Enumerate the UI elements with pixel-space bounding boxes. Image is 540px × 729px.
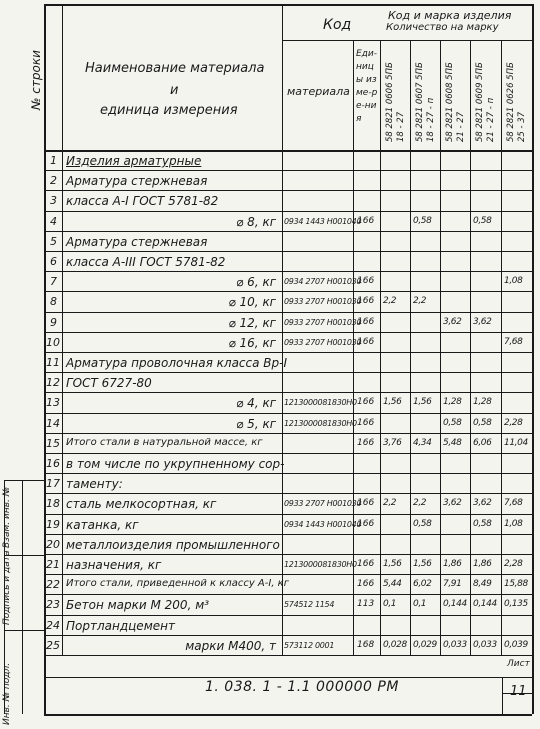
- brand-col-header: 58 2821 0607 5ПБ 18 - 27 - п: [415, 62, 436, 142]
- brand-col-header: 58 2821 0609 5ПБ 21 - 27 - п: [475, 62, 496, 142]
- sheet-box-line: [502, 677, 503, 714]
- row-line: [44, 453, 532, 454]
- row-quantity: 0,1: [413, 599, 427, 610]
- header-name-line2: и: [170, 83, 179, 98]
- row-quantity: 2,2: [383, 296, 397, 307]
- row-quantity: 1,56: [413, 397, 432, 408]
- row-quantity: 11,04: [504, 437, 528, 448]
- row-number: 6: [50, 255, 57, 268]
- row-name: Бетон марки М 200, м³: [66, 598, 210, 613]
- row-line: [44, 594, 532, 595]
- row-line: [44, 554, 532, 555]
- row-quantity: 0,028: [383, 639, 407, 650]
- row-name: назначения, кг: [66, 558, 162, 572]
- row-number: 15: [46, 436, 60, 450]
- row-line: [44, 655, 532, 656]
- row-number: 20: [46, 537, 60, 551]
- row-unit: 166: [357, 296, 375, 307]
- row-name: Арматура стержневая: [66, 174, 208, 189]
- row-name: ⌀ 16, кг: [228, 335, 276, 350]
- stamp-top: [4, 480, 44, 481]
- row-quantity: 5,44: [383, 579, 402, 590]
- document-code: 1. 038. 1 - 1.1 000000 РМ: [205, 679, 399, 695]
- row-unit: 166: [357, 417, 375, 428]
- row-name: ⌀ 8, кг: [236, 214, 276, 229]
- col-line: [380, 40, 381, 655]
- row-quantity: 0,033: [473, 639, 497, 650]
- frame-right: [532, 4, 534, 714]
- row-number: 23: [46, 598, 60, 612]
- footer-line: [44, 677, 532, 678]
- row-quantity: 7,91: [443, 579, 462, 590]
- row-number: 2: [50, 174, 57, 188]
- row-name: Арматура проволочная класса Вр-I: [66, 356, 288, 370]
- row-name: Итого стали, приведенной к классу А-I, кг: [66, 578, 289, 590]
- row-name: Арматура стержневая: [66, 234, 208, 249]
- row-quantity: 4,34: [413, 437, 432, 448]
- stamp-div: [4, 630, 44, 631]
- header-brand-line1: Код и марка изделия: [388, 9, 512, 22]
- row-number: 24: [46, 618, 60, 632]
- row-line: [44, 332, 532, 333]
- row-unit: 166: [357, 437, 375, 448]
- row-quantity: 6,02: [413, 579, 432, 590]
- row-quantity: 1,08: [504, 276, 523, 287]
- frame-bottom: [44, 714, 532, 716]
- row-line: [44, 514, 532, 515]
- row-quantity: 2,28: [504, 417, 523, 428]
- row-quantity: 0,58: [473, 518, 492, 529]
- row-material-code: 574512 1154: [284, 600, 335, 610]
- row-quantity: 5,48: [443, 437, 462, 448]
- row-unit: 166: [357, 498, 375, 509]
- row-unit: 166: [357, 276, 375, 287]
- row-number: 3: [50, 194, 57, 208]
- row-quantity: 3,62: [443, 316, 462, 327]
- row-quantity: 3,62: [443, 498, 462, 509]
- row-unit: 166: [357, 518, 375, 529]
- row-number: 22: [46, 578, 60, 592]
- row-material-code: 1213000081830H0: [284, 560, 357, 569]
- row-line: [44, 615, 532, 616]
- row-quantity: 1,86: [473, 559, 492, 569]
- row-quantity: 3,62: [473, 498, 492, 509]
- row-line: [44, 392, 532, 393]
- header-subline: [282, 40, 532, 41]
- row-number: 12: [46, 376, 60, 390]
- row-number: 21: [46, 558, 60, 571]
- row-quantity: 2,2: [413, 296, 427, 307]
- header-brand-line2: Количество на марку: [386, 22, 499, 33]
- row-material-code: 0933 2707 H001030: [284, 297, 362, 307]
- row-number: 17: [46, 477, 60, 491]
- row-quantity: 6,06: [473, 437, 492, 448]
- row-material-code: 1213000081830H0: [284, 398, 357, 408]
- col-line: [440, 40, 441, 655]
- row-line: [44, 190, 532, 191]
- col-line: [501, 40, 502, 655]
- row-quantity: 1,28: [443, 397, 462, 408]
- row-unit: 166: [357, 579, 375, 590]
- stamp-replacement-inv: Взам. инв. №: [2, 486, 12, 548]
- stamp-mid: [22, 480, 23, 714]
- header-code: Код: [323, 17, 352, 33]
- row-quantity: 0,58: [443, 417, 462, 428]
- brand-col-header: 58 2821 0606 5ПБ 18 - 27: [385, 62, 406, 142]
- sheet-number: 11: [510, 684, 527, 699]
- row-name: ⌀ 4, кг: [236, 396, 276, 411]
- header-row-number: № строки: [29, 50, 43, 110]
- row-unit: 166: [357, 397, 375, 408]
- col-line: [62, 4, 63, 655]
- row-number: 8: [50, 295, 57, 309]
- row-material-code: 0933 2707 H001030: [284, 499, 362, 509]
- row-unit: 166: [357, 215, 375, 226]
- brand-col-header: 58 2821 0608 5ПБ 21 - 27: [445, 62, 466, 142]
- row-quantity: 1,28: [473, 397, 492, 408]
- header-bottom: [44, 150, 532, 152]
- row-name: металлоизделия промышленного: [66, 537, 280, 552]
- header-name-line3: единица измерения: [100, 103, 238, 118]
- row-quantity: 0,58: [473, 215, 492, 226]
- col-line: [470, 40, 471, 655]
- header-name-line1: Наименование материала: [85, 61, 265, 76]
- row-number: 19: [46, 517, 60, 531]
- row-number: 18: [46, 497, 60, 511]
- row-name: ⌀ 12, кг: [228, 315, 276, 330]
- row-name: катанка, кг: [66, 517, 139, 532]
- row-number: 9: [50, 315, 57, 329]
- row-line: [44, 534, 532, 535]
- row-material-code: 0934 1443 H001040: [284, 519, 362, 529]
- row-line: [44, 352, 532, 353]
- row-quantity: 1,56: [383, 559, 402, 569]
- row-name: Портландцемент: [66, 618, 175, 633]
- row-name: сталь мелкосортная, кг: [66, 497, 217, 512]
- row-material-code: 1213000081830H0: [284, 418, 357, 428]
- row-unit: 166: [357, 316, 375, 327]
- col-line: [282, 4, 283, 655]
- row-line: [44, 433, 532, 434]
- row-name: класса А-I ГОСТ 5781-82: [66, 194, 219, 209]
- row-quantity: 1,86: [443, 559, 462, 569]
- row-quantity: 0,58: [413, 215, 432, 226]
- row-number: 25: [46, 638, 60, 652]
- row-line: [44, 231, 532, 232]
- row-quantity: 0,1: [383, 599, 397, 610]
- row-number: 16: [46, 457, 60, 470]
- row-line: [44, 291, 532, 292]
- row-quantity: 0,58: [473, 417, 492, 428]
- row-number: 14: [46, 416, 60, 430]
- row-name: в том числе по укрупненному сор-: [66, 457, 285, 471]
- row-line: [44, 271, 532, 272]
- row-quantity: 0,039: [504, 639, 528, 650]
- row-quantity: 1,56: [413, 559, 432, 569]
- row-line: [44, 251, 532, 252]
- row-quantity: 3,76: [383, 437, 402, 448]
- row-name: Итого стали в натуральной массе, кг: [66, 436, 263, 448]
- row-unit: 168: [357, 639, 375, 650]
- col-line: [410, 40, 411, 655]
- row-material-code: 0934 1443 H001040: [284, 216, 362, 226]
- row-quantity: 0,144: [473, 599, 497, 610]
- row-material-code: 0933 2707 H001030: [284, 317, 362, 327]
- row-number: 7: [50, 275, 57, 289]
- row-number: 1: [50, 154, 57, 167]
- brand-col-header: 58 2821 0626 5ПБ 25 - 37: [506, 62, 527, 142]
- row-quantity: 2,2: [413, 498, 427, 509]
- row-line: [44, 211, 532, 212]
- row-name: ⌀ 5, кг: [236, 416, 276, 431]
- row-line: [44, 473, 532, 474]
- row-name: ГОСТ 6727-80: [66, 376, 152, 391]
- row-quantity: 2,28: [504, 559, 523, 569]
- row-line: [44, 574, 532, 575]
- row-material-code: 0934 2707 H001030: [284, 277, 362, 287]
- row-number: 4: [50, 214, 57, 228]
- row-quantity: 0,135: [504, 599, 528, 610]
- row-number: 13: [46, 396, 60, 410]
- row-name: таменту:: [66, 477, 123, 492]
- row-line: [44, 635, 532, 636]
- row-line: [44, 372, 532, 373]
- row-number: 11: [46, 356, 60, 369]
- row-quantity: 2,2: [383, 498, 397, 509]
- row-line: [44, 312, 532, 313]
- row-name: ⌀ 10, кг: [228, 295, 276, 310]
- row-number: 10: [46, 335, 60, 349]
- row-quantity: 7,68: [504, 498, 523, 509]
- row-quantity: 0,029: [413, 639, 437, 650]
- row-quantity: 0,144: [443, 599, 467, 610]
- row-name: класса А-III ГОСТ 5781-82: [66, 255, 226, 269]
- row-quantity: 8,49: [473, 579, 492, 590]
- row-quantity: 0,033: [443, 639, 467, 650]
- row-quantity: 1,56: [383, 397, 402, 408]
- row-unit: 166: [357, 559, 375, 569]
- sheet-label: Лист: [507, 659, 530, 669]
- row-quantity: 7,68: [504, 336, 523, 347]
- row-material-code: 0933 2707 H001030: [284, 337, 362, 347]
- frame-top: [44, 4, 532, 6]
- row-name: Изделия арматурные: [66, 154, 202, 168]
- header-unit: Еди-ницы изме-ре-ния: [356, 49, 378, 124]
- row-line: [44, 493, 532, 494]
- row-line: [44, 170, 532, 171]
- row-line: [44, 413, 532, 414]
- row-name: ⌀ 6, кг: [236, 275, 276, 290]
- header-material: материала: [287, 85, 350, 98]
- stamp-signature-date: Подпись и дата: [2, 550, 12, 625]
- row-number: 5: [50, 234, 57, 248]
- row-quantity: 0,58: [413, 518, 432, 529]
- row-quantity: 1,08: [504, 518, 523, 529]
- row-unit: 166: [357, 336, 375, 347]
- stamp-inv-no: Инв. № подл.: [2, 662, 12, 725]
- row-unit: 113: [357, 599, 375, 610]
- row-quantity: 15,88: [504, 579, 528, 590]
- row-name: марки М400, т: [185, 638, 276, 653]
- row-quantity: 3,62: [473, 316, 492, 327]
- row-material-code: 573112 0001: [284, 640, 335, 650]
